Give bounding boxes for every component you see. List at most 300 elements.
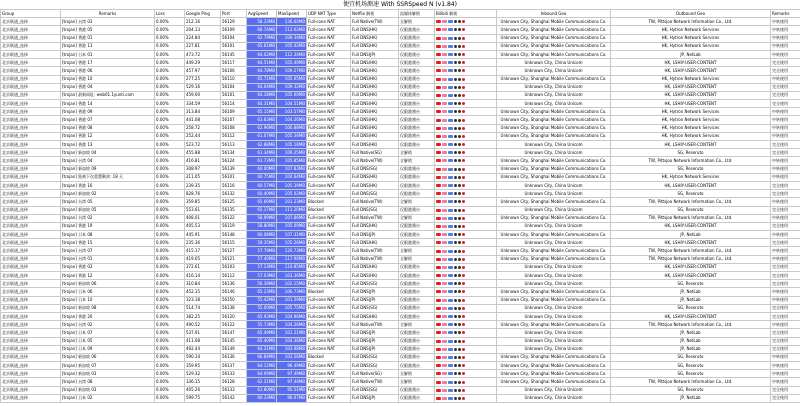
cell-outbound: TW, Pittsjoo Network Information Co., Ltd. bbox=[611, 255, 771, 263]
cell-netflix: Full Native(TW) bbox=[351, 255, 399, 263]
streaming-badge-icon bbox=[448, 110, 453, 113]
cell-inbound: Unknown City, China Unicom bbox=[497, 100, 611, 108]
cell-bilibili-icons bbox=[435, 18, 497, 26]
cell-inbound: Unknown City, Shanghai Mobile Communications Co. bbox=[497, 173, 611, 181]
status-dot-icon bbox=[458, 119, 461, 122]
cell-max: 110.85MB bbox=[277, 263, 307, 271]
table-row bbox=[1, 337, 800, 345]
cell-port: 56122 bbox=[221, 214, 247, 222]
cell-streaming: 仅限港澳台 bbox=[399, 386, 435, 394]
status-dot-icon bbox=[462, 225, 465, 228]
cell-bilibili-icons bbox=[435, 394, 497, 402]
streaming-badge-icon bbox=[448, 143, 453, 146]
status-dot-icon bbox=[458, 241, 461, 244]
status-dot-icon bbox=[454, 266, 457, 269]
cell-inbound: Unknown City, China Unicom bbox=[497, 394, 611, 402]
cell-bilibili-icons bbox=[435, 50, 497, 58]
cell-remarks: [trojan] 日本 07 bbox=[61, 329, 155, 337]
cell-bilibili-icons bbox=[435, 26, 497, 34]
cell-remarks2: 完全使用 bbox=[771, 141, 800, 149]
cell-loss: 0.00% bbox=[155, 222, 185, 230]
cell-streaming: 仅限港澳台 bbox=[399, 26, 435, 34]
bilibili-badge-icon bbox=[442, 364, 447, 367]
cell-max: 120.73MB bbox=[277, 247, 307, 255]
cell-outbound: HK, Hytron Network Services bbox=[611, 34, 771, 42]
cell-remarks: [trojan] 香港 10 bbox=[61, 75, 155, 83]
cell-remarks: [trojan] 日本 08 bbox=[61, 231, 155, 239]
status-dot-icon bbox=[458, 86, 461, 89]
streaming-badge-icon bbox=[448, 225, 453, 228]
cell-avg: 62.79MB bbox=[247, 34, 277, 42]
cell-udp: Full-cone NAT bbox=[307, 280, 351, 288]
cell-ping: 308.97 bbox=[185, 165, 221, 173]
cell-bilibili-icons bbox=[435, 247, 497, 255]
cell-bilibili-icons bbox=[435, 280, 497, 288]
status-dot-icon bbox=[462, 28, 465, 31]
cell-port: 56112 bbox=[221, 132, 247, 140]
cell-streaming: 仅限港澳台 bbox=[399, 296, 435, 304]
cell-port: 56124 bbox=[221, 157, 247, 165]
status-dot-icon bbox=[462, 241, 465, 244]
status-dot-icon bbox=[454, 200, 457, 203]
cell-udp: Full-cone NAT bbox=[307, 255, 351, 263]
bilibili-badge-icon bbox=[442, 168, 447, 171]
cell-remarks: [trojan] 台湾 08 bbox=[61, 378, 155, 386]
cell-ping: 492.44 bbox=[185, 345, 221, 353]
status-dot-icon bbox=[458, 110, 461, 113]
status-dot-icon bbox=[462, 37, 465, 40]
cell-group: 北京联通_选择 bbox=[1, 132, 61, 140]
streaming-badge-icon bbox=[448, 274, 453, 277]
cell-max: 105.42MB bbox=[277, 42, 307, 50]
cell-group: 北京联通_选择 bbox=[1, 239, 61, 247]
status-dot-icon bbox=[454, 45, 457, 48]
streaming-badge-icon bbox=[448, 28, 453, 31]
bilibili-badge-icon bbox=[442, 45, 447, 48]
cell-bilibili-icons bbox=[435, 42, 497, 50]
cell-outbound: HK, Hytron Network Services bbox=[611, 124, 771, 132]
cell-udp: Full-cone NAT bbox=[307, 394, 351, 402]
cell-remarks2: 完全使用 bbox=[771, 337, 800, 345]
cell-netflix: Full DNS(HK) bbox=[351, 108, 399, 116]
cell-avg: 61.80MB bbox=[247, 386, 277, 394]
cell-loss: 0.00% bbox=[155, 394, 185, 402]
cell-group: 北京联通_选择 bbox=[1, 255, 61, 263]
status-dot-icon bbox=[454, 143, 457, 146]
cell-loss: 0.00% bbox=[155, 190, 185, 198]
cell-udp: Full-cone NAT bbox=[307, 362, 351, 370]
streaming-badge-icon bbox=[448, 290, 453, 293]
cell-netflix: Full DNS(HK) bbox=[351, 91, 399, 99]
cell-ping: 252.44 bbox=[185, 132, 221, 140]
cell-group: 北京联通_选择 bbox=[1, 157, 61, 165]
cell-avg: 60.75MB bbox=[247, 173, 277, 181]
status-dot-icon bbox=[458, 37, 461, 40]
cell-udp: Blocked bbox=[307, 288, 351, 296]
cell-outbound: SG, Reseruto bbox=[611, 280, 771, 288]
table-row bbox=[1, 108, 800, 116]
cell-inbound: Unknown City, Shanghai Mobile Communications Co. bbox=[497, 116, 611, 124]
status-dot-icon bbox=[458, 20, 461, 23]
cell-inbound: Unknown City, China Unicom bbox=[497, 222, 611, 230]
cell-remarks: [trojan] 新加坡 08 bbox=[61, 304, 155, 312]
netflix-badge-icon bbox=[436, 241, 441, 244]
status-dot-icon bbox=[458, 389, 461, 392]
cell-remarks: [trojan] 最新网址: web01.1yunti.com bbox=[61, 91, 155, 99]
cell-bilibili-icons bbox=[435, 329, 497, 337]
cell-netflix: Full DNS(HK) bbox=[351, 312, 399, 320]
cell-netflix: Full DNS(HK) bbox=[351, 75, 399, 83]
cell-loss: 0.00% bbox=[155, 50, 185, 58]
cell-udp: Full-cone NAT bbox=[307, 149, 351, 157]
cell-ping: 258.72 bbox=[185, 124, 221, 132]
cell-port: 56150 bbox=[221, 296, 247, 304]
table-row bbox=[1, 288, 800, 296]
cell-port: 56119 bbox=[221, 222, 247, 230]
status-dot-icon bbox=[462, 315, 465, 318]
status-dot-icon bbox=[454, 61, 457, 64]
cell-outbound: SG, Reseruto bbox=[611, 362, 771, 370]
cell-remarks2: 中转使用 bbox=[771, 124, 800, 132]
cell-loss: 0.00% bbox=[155, 312, 185, 320]
cell-max: 106.88MB bbox=[277, 124, 307, 132]
cell-streaming: 仅限港澳台 bbox=[399, 59, 435, 67]
table-row bbox=[1, 116, 800, 124]
cell-port: 56117 bbox=[221, 59, 247, 67]
status-dot-icon bbox=[454, 348, 457, 351]
cell-avg: 64.04MB bbox=[247, 83, 277, 91]
netflix-badge-icon bbox=[436, 94, 441, 97]
cell-ping: 419.05 bbox=[185, 255, 221, 263]
cell-group: 北京联通_选择 bbox=[1, 141, 61, 149]
cell-group: 北京联通_选择 bbox=[1, 321, 61, 329]
cell-outbound: TW, Pittsjoo Network Information Co., Ltd. bbox=[611, 321, 771, 329]
cell-group: 北京联通_选择 bbox=[1, 329, 61, 337]
cell-remarks2: 中转使用 bbox=[771, 255, 800, 263]
cell-avg: 57.03MB bbox=[247, 272, 277, 280]
netflix-badge-icon bbox=[436, 331, 441, 334]
cell-port: 56110 bbox=[221, 75, 247, 83]
cell-max: 96.49MB bbox=[277, 362, 307, 370]
status-dot-icon bbox=[454, 274, 457, 277]
status-dot-icon bbox=[454, 119, 457, 122]
cell-group: 北京联通_选择 bbox=[1, 59, 61, 67]
bilibili-badge-icon bbox=[442, 290, 447, 293]
cell-netflix: Full Native(TW) bbox=[351, 157, 399, 165]
status-dot-icon bbox=[462, 176, 465, 179]
cell-port: 56106 bbox=[221, 67, 247, 75]
cell-udp: Full-cone NAT bbox=[307, 132, 351, 140]
cell-port: 56135 bbox=[221, 206, 247, 214]
cell-port: 56107 bbox=[221, 116, 247, 124]
header-inbound: Inbound Geo bbox=[497, 10, 611, 18]
cell-inbound: Unknown City, Shanghai Mobile Communications Co. bbox=[497, 50, 611, 58]
cell-remarks: [trojan] 台湾 05 bbox=[61, 198, 155, 206]
table-row bbox=[1, 190, 800, 198]
cell-ping: 334.59 bbox=[185, 100, 221, 108]
cell-remarks2: 中转使用 bbox=[771, 157, 800, 165]
header-remarks2: Remarks bbox=[771, 10, 800, 18]
cell-ping: 457.97 bbox=[185, 67, 221, 75]
cell-ping: 372.61 bbox=[185, 263, 221, 271]
cell-loss: 0.00% bbox=[155, 116, 185, 124]
table-row bbox=[1, 255, 800, 263]
netflix-badge-icon bbox=[436, 28, 441, 31]
status-dot-icon bbox=[458, 159, 461, 162]
netflix-badge-icon bbox=[436, 69, 441, 72]
streaming-badge-icon bbox=[448, 159, 453, 162]
cell-bilibili-icons bbox=[435, 353, 497, 361]
netflix-badge-icon bbox=[436, 323, 441, 326]
status-dot-icon bbox=[454, 69, 457, 72]
table-row bbox=[1, 280, 800, 288]
cell-remarks: [trojan] 日本 06 bbox=[61, 288, 155, 296]
cell-udp: Full-cone NAT bbox=[307, 231, 351, 239]
cell-bilibili-icons bbox=[435, 214, 497, 222]
cell-inbound: Unknown City, Shanghai Mobile Communications Co. bbox=[497, 378, 611, 386]
status-dot-icon bbox=[454, 241, 457, 244]
cell-inbound: Unknown City, China Unicom bbox=[497, 280, 611, 288]
status-dot-icon bbox=[454, 331, 457, 334]
netflix-badge-icon bbox=[436, 372, 441, 375]
status-dot-icon bbox=[462, 266, 465, 269]
cell-netflix: Full DNS(HK) bbox=[351, 132, 399, 140]
cell-streaming: 仅限港澳台 bbox=[399, 239, 435, 247]
cell-remarks: [trojan] 台湾 02 bbox=[61, 321, 155, 329]
netflix-badge-icon bbox=[436, 20, 441, 23]
cell-remarks: [trojan] 香港 16 bbox=[61, 181, 155, 189]
cell-udp: Full-cone NAT bbox=[307, 222, 351, 230]
cell-bilibili-icons bbox=[435, 288, 497, 296]
cell-inbound: Unknown City, China Unicom bbox=[497, 337, 611, 345]
cell-port: 56101 bbox=[221, 42, 247, 50]
cell-bilibili-icons bbox=[435, 296, 497, 304]
bilibili-badge-icon bbox=[442, 127, 447, 130]
streaming-badge-icon bbox=[448, 258, 453, 261]
cell-streaming: 仅限港澳台 bbox=[399, 353, 435, 361]
bilibili-badge-icon bbox=[442, 331, 447, 334]
netflix-badge-icon bbox=[436, 151, 441, 154]
cell-outbound: JP, NetLab bbox=[611, 288, 771, 296]
cell-avg: 65.15MB bbox=[247, 108, 277, 116]
streaming-badge-icon bbox=[448, 168, 453, 171]
status-dot-icon bbox=[454, 37, 457, 40]
cell-loss: 0.00% bbox=[155, 18, 185, 26]
cell-inbound: Unknown City, China Unicom bbox=[497, 190, 611, 198]
cell-port: 56101 bbox=[221, 91, 247, 99]
table-row bbox=[1, 329, 800, 337]
cell-outbound: HK, LSHIY-USER-CONTENT bbox=[611, 181, 771, 189]
cell-max: 104.96MB bbox=[277, 312, 307, 320]
streaming-badge-icon bbox=[448, 86, 453, 89]
cell-port: 56113 bbox=[221, 141, 247, 149]
table-row bbox=[1, 231, 800, 239]
cell-streaming: 仅限港澳台 bbox=[399, 67, 435, 75]
cell-port: 56133 bbox=[221, 370, 247, 378]
cell-udp: Blocked bbox=[307, 353, 351, 361]
table-row bbox=[1, 59, 800, 67]
cell-remarks2: 完全使用 bbox=[771, 206, 800, 214]
cell-netflix: Full DNS(HK) bbox=[351, 116, 399, 124]
cell-outbound: TW, Pittsjoo Network Information Co., Ltd. bbox=[611, 18, 771, 26]
cell-streaming: 全解锁 bbox=[399, 247, 435, 255]
cell-outbound: SG, Reseruto bbox=[611, 304, 771, 312]
netflix-badge-icon bbox=[436, 250, 441, 253]
cell-inbound: Unknown City, China Unicom bbox=[497, 141, 611, 149]
cell-inbound: Unknown City, Shanghai Mobile Communications Co. bbox=[497, 247, 611, 255]
status-dot-icon bbox=[454, 307, 457, 310]
cell-outbound: HK, LSHIY-USER-CONTENT bbox=[611, 59, 771, 67]
table-row bbox=[1, 239, 800, 247]
cell-udp: Full-cone NAT bbox=[307, 239, 351, 247]
cell-netflix: Full DNS(SG) bbox=[351, 362, 399, 370]
cell-ping: 359.95 bbox=[185, 362, 221, 370]
cell-max: 103.56MB bbox=[277, 353, 307, 361]
cell-streaming: 仅限港澳台 bbox=[399, 263, 435, 271]
cell-loss: 0.00% bbox=[155, 239, 185, 247]
cell-streaming: 全解锁 bbox=[399, 198, 435, 206]
table-row bbox=[1, 100, 800, 108]
status-dot-icon bbox=[458, 340, 461, 343]
cell-outbound: SG, Reseruto bbox=[611, 353, 771, 361]
status-dot-icon bbox=[462, 78, 465, 81]
cell-ping: 523.72 bbox=[185, 141, 221, 149]
table-row bbox=[1, 50, 800, 58]
cell-avg: 61.07MB bbox=[247, 132, 277, 140]
cell-bilibili-icons bbox=[435, 239, 497, 247]
cell-streaming: 仅限港澳台 bbox=[399, 190, 435, 198]
cell-remarks: [trojan] 日本 05 bbox=[61, 337, 155, 345]
cell-streaming: 仅限港澳台 bbox=[399, 280, 435, 288]
status-dot-icon bbox=[454, 184, 457, 187]
cell-bilibili-icons bbox=[435, 206, 497, 214]
status-dot-icon bbox=[454, 94, 457, 97]
cell-group: 北京联通_选择 bbox=[1, 362, 61, 370]
netflix-badge-icon bbox=[436, 135, 441, 138]
cell-max: 104.64MB bbox=[277, 173, 307, 181]
cell-streaming: 仅限港澳台 bbox=[399, 165, 435, 173]
cell-udp: Full-cone NAT bbox=[307, 116, 351, 124]
cell-remarks: [trojan] 新加坡 04 bbox=[61, 149, 155, 157]
cell-loss: 0.00% bbox=[155, 214, 185, 222]
cell-remarks: [trojan] 新加坡 06 bbox=[61, 353, 155, 361]
cell-avg: 55.00MB bbox=[247, 304, 277, 312]
cell-max: 105.75MB bbox=[277, 304, 307, 312]
cell-port: 56145 bbox=[221, 50, 247, 58]
cell-ping: 211.05 bbox=[185, 173, 221, 181]
status-dot-icon bbox=[454, 192, 457, 195]
cell-streaming: 仅限港澳台 bbox=[399, 231, 435, 239]
cell-ping: 514.74 bbox=[185, 304, 221, 312]
status-dot-icon bbox=[462, 290, 465, 293]
cell-remarks2: 中转使用 bbox=[771, 321, 800, 329]
bilibili-badge-icon bbox=[442, 258, 447, 261]
cell-netflix: Full DNS(JP) bbox=[351, 394, 399, 402]
cell-avg: 64.31MB bbox=[247, 100, 277, 108]
status-dot-icon bbox=[454, 159, 457, 162]
cell-outbound: SG, Reseruto bbox=[611, 190, 771, 198]
cell-outbound: SG, Reseruto bbox=[611, 149, 771, 157]
status-dot-icon bbox=[462, 102, 465, 105]
status-dot-icon bbox=[458, 274, 461, 277]
cell-avg: 62.88MB bbox=[247, 141, 277, 149]
cell-netflix: Full DNS(SG) bbox=[351, 353, 399, 361]
cell-netflix: Full DNS(SG) bbox=[351, 304, 399, 312]
cell-ping: 455.88 bbox=[185, 149, 221, 157]
table-row bbox=[1, 378, 800, 386]
cell-remarks2: 中转使用 bbox=[771, 370, 800, 378]
status-dot-icon bbox=[462, 94, 465, 97]
cell-streaming: 仅限港澳台 bbox=[399, 329, 435, 337]
cell-group: 北京联通_选择 bbox=[1, 18, 61, 26]
cell-bilibili-icons bbox=[435, 263, 497, 271]
cell-outbound: TW, Pittsjoo Network Information Co., Ltd. bbox=[611, 247, 771, 255]
cell-port: 56148 bbox=[221, 231, 247, 239]
cell-streaming: 仅限港澳台 bbox=[399, 288, 435, 296]
streaming-badge-icon bbox=[448, 241, 453, 244]
cell-group: 北京联通_选择 bbox=[1, 337, 61, 345]
status-dot-icon bbox=[458, 168, 461, 171]
cell-ping: 553.61 bbox=[185, 206, 221, 214]
cell-outbound: HK, LSHIY-USER-CONTENT bbox=[611, 91, 771, 99]
cell-inbound: Unknown City, Shanghai Mobile Communications Co. bbox=[497, 42, 611, 50]
cell-max: 105.40MB bbox=[277, 59, 307, 67]
cell-remarks: [trojan] 香港 13 bbox=[61, 141, 155, 149]
netflix-badge-icon bbox=[436, 274, 441, 277]
cell-outbound: HK, LSHIY-USER-CONTENT bbox=[611, 83, 771, 91]
status-dot-icon bbox=[458, 28, 461, 31]
cell-streaming: 仅限港澳台 bbox=[399, 108, 435, 116]
cell-bilibili-icons bbox=[435, 173, 497, 181]
cell-outbound: HK, LSHIY-USER-CONTENT bbox=[611, 100, 771, 108]
cell-remarks2: 中转使用 bbox=[771, 116, 800, 124]
table-row bbox=[1, 67, 800, 75]
cell-loss: 0.00% bbox=[155, 263, 185, 271]
cell-avg: 62.21MB bbox=[247, 378, 277, 386]
table-row bbox=[1, 149, 800, 157]
cell-ping: 411.08 bbox=[185, 337, 221, 345]
table-row bbox=[1, 222, 800, 230]
cell-group: 北京联通_选择 bbox=[1, 280, 61, 288]
streaming-badge-icon bbox=[448, 323, 453, 326]
status-dot-icon bbox=[462, 282, 465, 285]
cell-avg: 64.51MB bbox=[247, 59, 277, 67]
cell-avg: 65.23MB bbox=[247, 288, 277, 296]
cell-remarks: [trojan] 香港 11 bbox=[61, 42, 155, 50]
status-dot-icon bbox=[454, 389, 457, 392]
netflix-badge-icon bbox=[436, 176, 441, 179]
cell-port: 56139 bbox=[221, 165, 247, 173]
cell-group: 北京联通_选择 bbox=[1, 75, 61, 83]
bilibili-badge-icon bbox=[442, 274, 447, 277]
netflix-badge-icon bbox=[436, 184, 441, 187]
cell-netflix: Full DNS(HK) bbox=[351, 59, 399, 67]
cell-port: 56115 bbox=[221, 239, 247, 247]
cell-avg: 64.21MB bbox=[247, 345, 277, 353]
table-row bbox=[1, 75, 800, 83]
cell-max: 105.39MB bbox=[277, 181, 307, 189]
status-dot-icon bbox=[462, 250, 465, 253]
cell-remarks2: 中转使用 bbox=[771, 214, 800, 222]
cell-inbound: Unknown City, Shanghai Mobile Communications Co. bbox=[497, 18, 611, 26]
streaming-badge-icon bbox=[448, 119, 453, 122]
streaming-badge-icon bbox=[448, 61, 453, 64]
cell-port: 56116 bbox=[221, 181, 247, 189]
cell-port: 56138 bbox=[221, 304, 247, 312]
status-dot-icon bbox=[458, 69, 461, 72]
cell-ping: 529.32 bbox=[185, 370, 221, 378]
cell-ping: 459.00 bbox=[185, 91, 221, 99]
